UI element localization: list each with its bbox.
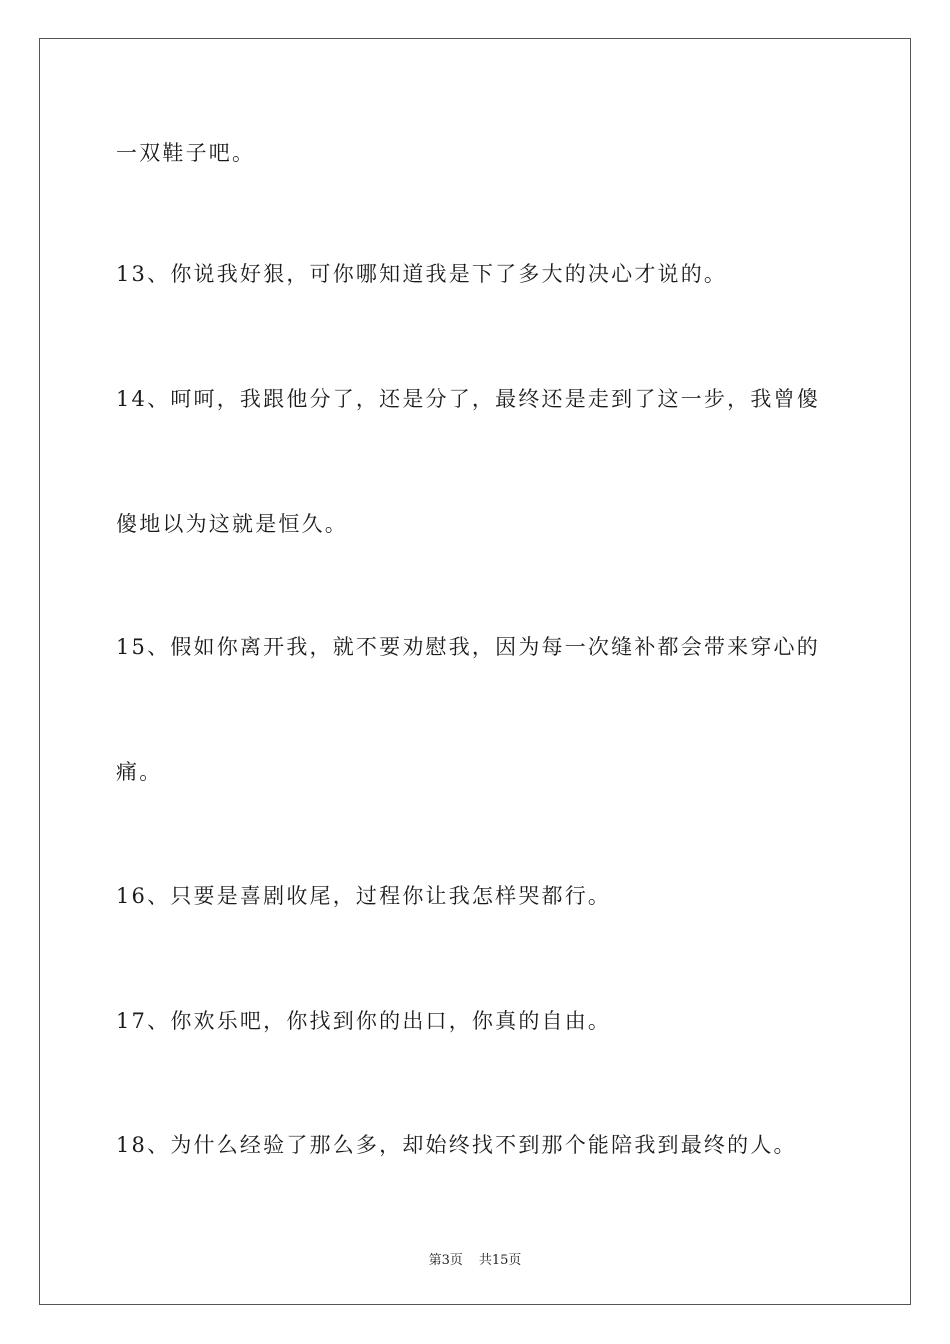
text-line: 13、你说我好狠，可你哪知道我是下了多大的决心才说的。 bbox=[116, 262, 728, 286]
page-total: 共15页 bbox=[478, 1253, 522, 1268]
text-line: 傻地以为这就是恒久。 bbox=[116, 512, 348, 536]
text-line: 16、只要是喜剧收尾，过程你让我怎样哭都行。 bbox=[116, 884, 612, 908]
page-number: 第3页 bbox=[428, 1253, 463, 1268]
page-footer bbox=[0, 1249, 950, 1268]
text-line: 18、为什么经验了那么多，却始终找不到那个能陪我到最终的人。 bbox=[116, 1133, 797, 1157]
text-line: 17、你欢乐吧，你找到你的出口，你真的自由。 bbox=[116, 1009, 612, 1033]
text-line: 14、呵呵，我跟他分了，还是分了，最终还是走到了这一步，我曾傻 bbox=[116, 387, 820, 411]
text-line: 痛。 bbox=[116, 760, 163, 784]
text-line: 15、假如你离开我，就不要劝慰我，因为每一次缝补都会带来穿心的 bbox=[116, 635, 820, 659]
page-frame bbox=[39, 38, 911, 1305]
text-line: 一双鞋子吧。 bbox=[116, 141, 256, 165]
